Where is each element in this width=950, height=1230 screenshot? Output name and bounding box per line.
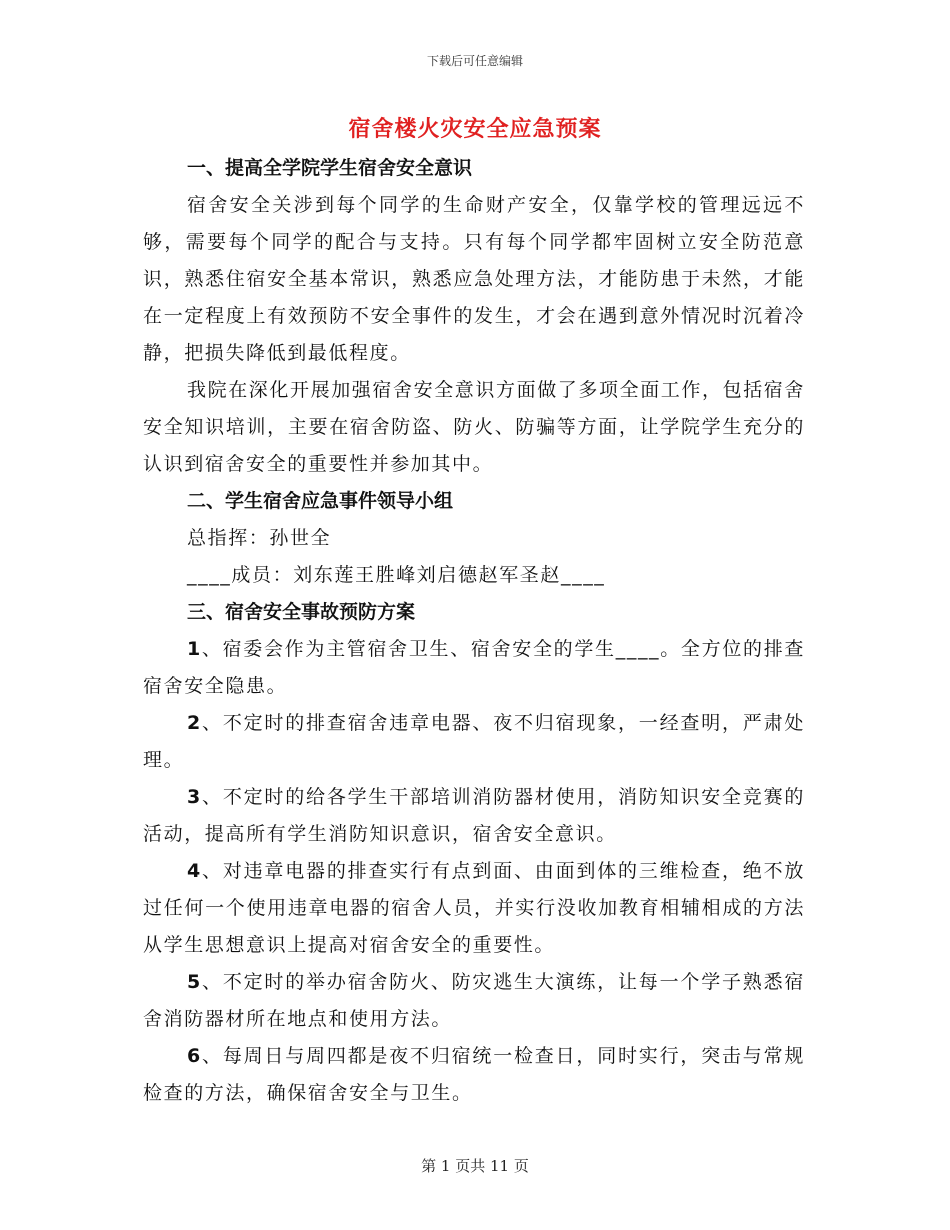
commander-line: 总指挥：孙世全: [187, 527, 332, 549]
item-number: 5: [187, 971, 202, 993]
section-1-paragraph-1: 宿舍安全关涉到每个同学的生命财产安全，仅靠学校的管理远远不够，需要每个同学的配合与支持。只有每个同学都牢固树立安全防范意识，熟悉住宿安全基本常识，熟悉应急处理方法，才能防患于未然，才能在一定程度上有效预防不安全事件的发生，才会在遇到意外情况时沉着冷静，把损失降低到最低程度。: [143, 194, 805, 364]
item-number: 6: [187, 1045, 202, 1067]
members-line: ____成员：刘东莲王胜峰刘启德赵军圣赵____: [187, 564, 606, 586]
item-text: 、每周日与周四都是夜不归宿统一检查日，同时实行，突击与常规检查的方法，确保宿舍安全与卫生。: [143, 1045, 805, 1104]
prevention-item-4: [143, 853, 805, 964]
document-title: 宿舍楼火灾安全应急预案: [348, 117, 602, 142]
item-number: 4: [187, 860, 202, 882]
section-1-paragraph-2: 我院在深化开展加强宿舍安全意识方面做了多项全面工作，包括宿舍安全知识培训，主要在宿舍防盗、防火、防骗等方面，让学院学生充分的认识到宿舍安全的重要性并参加其中。: [143, 379, 806, 475]
item-text: 、不定时的给各学生干部培训消防器材使用，消防知识安全竞赛的活动，提高所有学生消防知识意识，宿舍安全意识。: [143, 786, 805, 845]
document-body: [143, 150, 805, 1112]
page-footer: 第 1 页共 11 页: [421, 1157, 529, 1175]
item-text: 、不定时的举办宿舍防火、防灾逃生大演练，让每一个学子熟悉宿舍消防器材所在地点和使用方法。: [143, 971, 805, 1030]
item-text: 、对违章电器的排查实行有点到面、由面到体的三维检查，绝不放过任何一个使用违章电器的宿舍人员，并实行没收加教育相辅相成的方法从学生思想意识上提高对宿舍安全的重要性。: [143, 860, 805, 956]
header-note: 下载后可任意编辑: [426, 54, 523, 68]
item-text: 、宿委会作为主管宿舍卫生、宿舍安全的学生____。全方位的排查宿舍安全隐患。: [143, 638, 805, 697]
item-number: 3: [187, 786, 202, 808]
prevention-item-1: [143, 631, 805, 705]
section-2-heading: 二、学生宿舍应急事件领导小组: [187, 490, 454, 512]
section-1-heading: 一、提高全学院学生宿舍安全意识: [187, 157, 473, 179]
item-number: 2: [187, 712, 202, 734]
prevention-item-2: [143, 705, 805, 779]
item-number: 1: [187, 638, 202, 660]
prevention-item-3: [143, 779, 805, 853]
prevention-item-6: [143, 1038, 805, 1112]
prevention-item-5: [143, 964, 805, 1038]
item-text: 、不定时的排查宿舍违章电器、夜不归宿现象，一经查明，严肃处理。: [143, 712, 805, 771]
section-3-heading: 三、宿舍安全事故预防方案: [187, 601, 416, 623]
